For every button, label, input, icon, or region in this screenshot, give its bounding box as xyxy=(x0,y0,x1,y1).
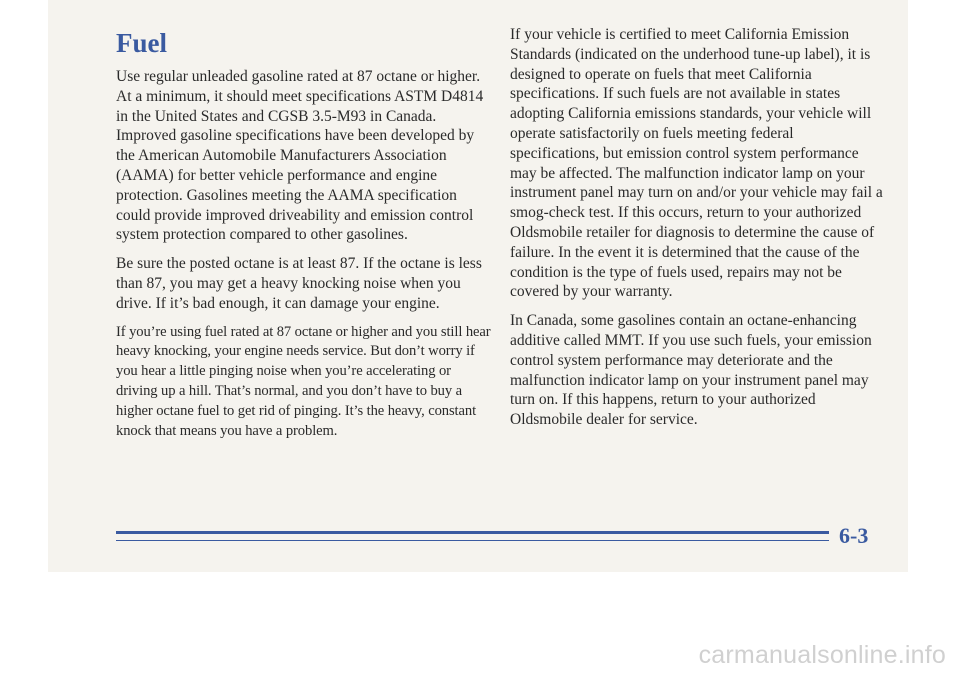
paragraph-canada-mmt: In Canada, some gasolines contain an octane-enhancing additive called MMT. If you use such fuels, your emission control system performance may deteriorate and the malfunction indicator lamp on your instrument panel may turn on. If this happens, return to your authorized Oldsmobile dealer for service. xyxy=(510,312,872,429)
paragraph-knocking: If you’re using fuel rated at 87 octane or higher and you still hear heavy knocking, your engine needs service. But don’t worry if you hear a little pinging noise when you’re accelerating or driving up a hill. That’s normal, and you don’t have to buy a higher octane fuel to get rid of pinging. It’s the heavy, constant knock that means you have a problem. xyxy=(116,323,491,439)
right-column xyxy=(510,25,885,439)
page-number: 6-3 xyxy=(839,523,869,548)
paragraph-california-emissions: If your vehicle is certified to meet California Emission Standards (indicated on the underhood tune-up label), it is designed to operate on fuels that meet California specifications. If such fuels are not available in states adopting California emissions standards, your vehicle will operate satisfactorily on fuels meeting federal specifications, but emission control system performance may be affected. The malfunction indicator lamp on your instrument panel may turn on and/or your vehicle may fail a smog-check test. If this occurs, return to your authorized Oldsmobile retailer for diagnosis to determine the cause of failure. In the event it is determined that the cause of the condition is the type of fuels used, repairs may not be covered by your warranty. xyxy=(510,26,883,301)
paragraph-octane-warning: Be sure the posted octane is at least 87. If the octane is less than 87, you may get a heavy knocking noise when you drive. If it’s bad enough, it can damage your engine. xyxy=(116,255,482,312)
paragraph-fuel-requirements: Use regular unleaded gasoline rated at 87 octane or higher. At a minimum, it should meet specifications ASTM D4814 in the United States and CGSB 3.5-M93 in Canada. Improved gasoline specifications have been developed by the American Automobile Manufacturers Association (AAMA) for better vehicle performance and engine protection. Gasolines meeting the AAMA specification could provide improved driveability and emission control system protection compared to other gasolines. xyxy=(116,68,484,244)
left-column xyxy=(116,67,492,450)
watermark-text[interactable]: carmanualsonline.info xyxy=(698,641,946,669)
footer-rule-thick xyxy=(116,531,829,534)
footer-rule-thin xyxy=(116,540,829,541)
section-title: Fuel xyxy=(116,28,167,58)
